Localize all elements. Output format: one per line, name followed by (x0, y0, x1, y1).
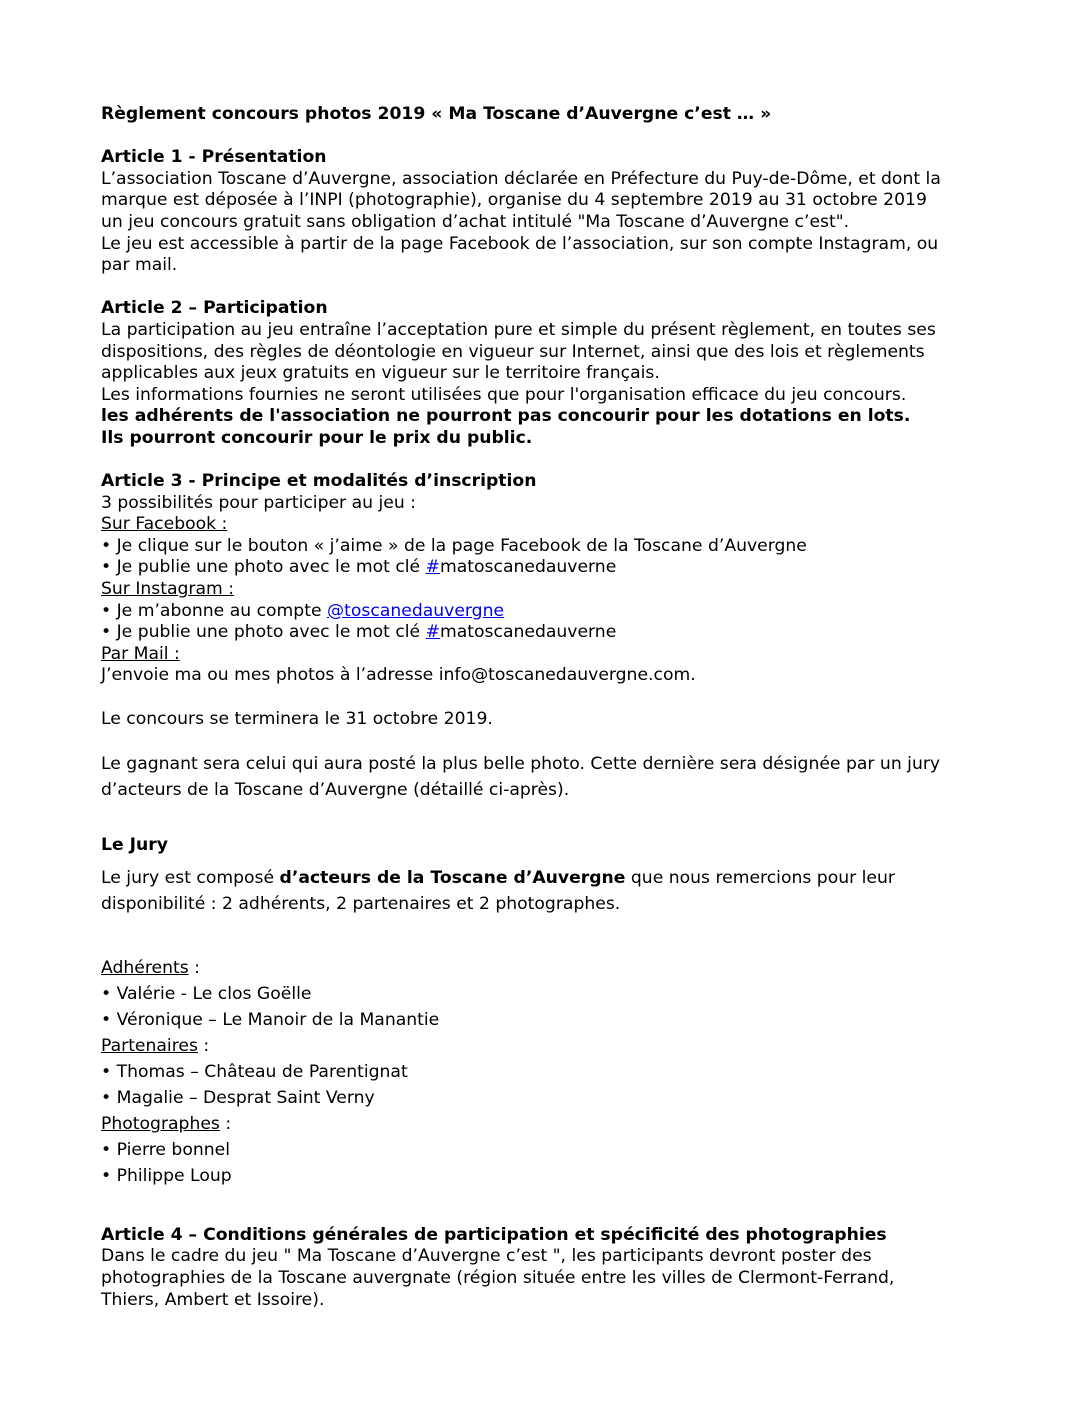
winner-line: d’acteurs de la Toscane d’Auvergne (détaillé ci-après). (101, 780, 570, 801)
contest-end: Le concours se terminera le 31 octobre 2019. (101, 708, 493, 729)
jury-member: • Magalie – Desprat Saint Verny (101, 1087, 375, 1108)
hashtag-link[interactable]: # (425, 557, 441, 578)
facebook-item (101, 557, 1001, 579)
adherents-label: Adhérents (101, 957, 189, 978)
jury-text: Le jury est composé (101, 867, 280, 888)
photographes-label: Photographes (101, 1113, 220, 1134)
article3-heading: Article 3 - Principe et modalités d’inscription (101, 471, 537, 492)
facebook-item: • Je clique sur le bouton « j’aime » de la page Facebook de la Toscane d’Auvergne (101, 535, 807, 556)
article2-line: Les informations fournies ne seront utilisées que pour l'organisation efficace du jeu concours. (101, 384, 907, 405)
article1-heading: Article 1 - Présentation (101, 147, 327, 168)
jury-member: • Thomas – Château de Parentignat (101, 1061, 408, 1082)
article1-line: Le jeu est accessible à partir de la page Facebook de l’association, sur son compte Instagram, ou (101, 233, 939, 254)
jury-member: • Philippe Loup (101, 1165, 232, 1186)
jury-text: que nous remercions pour leur (625, 867, 895, 888)
instagram-item-text: • Je m’abonne au compte (101, 600, 327, 621)
article4-line: Dans le cadre du jeu " Ma Toscane d’Auvergne c’est ", les participants devront poster des (101, 1246, 872, 1267)
label-colon: : (188, 957, 200, 978)
label-colon: : (219, 1113, 232, 1134)
document-title: Règlement concours photos 2019 « Ma Toscane d’Auvergne c’est … » (101, 104, 772, 124)
article1-line: un jeu concours gratuit sans obligation d’achat intitulé "Ma Toscane d’Auvergne c’est". (101, 211, 850, 232)
mail-item: J’envoie ma ou mes photos à l’adresse info@toscanedauvergne.com. (101, 665, 696, 686)
article2-line: La participation au jeu entraîne l’acceptation pure et simple du présent règlement, en toutes ses (101, 319, 936, 340)
partenaires-label-line (101, 1033, 1001, 1059)
instagram-account-link[interactable]: @toscanedauvergne (326, 600, 505, 621)
facebook-item-text: • Je publie une photo avec le mot clé (101, 557, 426, 578)
winner-line: Le gagnant sera celui qui aura posté la plus belle photo. Cette dernière sera désignée par un jury (101, 754, 941, 775)
mail-label: Par Mail : (101, 643, 180, 664)
jury-member: • Valérie - Le clos Goëlle (101, 983, 312, 1004)
jury-bold-text: d’acteurs de la Toscane d’Auvergne (279, 867, 626, 888)
article2-line: applicables aux jeux gratuits en vigueur sur le territoire français. (101, 363, 660, 384)
jury-member: • Véronique – Le Manoir de la Manantie (101, 1009, 440, 1030)
article1-line: L’association Toscane d’Auvergne, association déclarée en Préfecture du Puy-de-Dôme, et dont la (101, 168, 941, 189)
hashtag-text: matoscanedauverne (440, 557, 617, 578)
label-colon: : (197, 1035, 210, 1056)
instagram-item (101, 601, 1001, 623)
article1-line: par mail. (101, 255, 178, 276)
hashtag-text: matoscanedauverne (440, 622, 617, 643)
facebook-label: Sur Facebook : (101, 514, 228, 535)
article2-bold-line: Ils pourront concourir pour le prix du public. (101, 427, 533, 448)
adherents-label-line (101, 955, 1001, 981)
instagram-item-text: • Je publie une photo avec le mot clé (101, 622, 426, 643)
jury-heading: Le Jury (101, 835, 168, 856)
article4-line: photographies de la Toscane auvergnate (région située entre les villes de Clermont-Ferrand, (101, 1268, 895, 1288)
article2-bold-line: les adhérents de l'association ne pourront pas concourir pour les dotations en lots. (101, 406, 911, 427)
partenaires-label: Partenaires (101, 1035, 198, 1056)
instagram-label: Sur Instagram : (101, 579, 235, 600)
article3-intro: 3 possibilités pour participer au jeu : (101, 492, 416, 513)
jury-member: • Pierre bonnel (101, 1139, 230, 1160)
article1-line: marque est déposée à l’INPI (photographie), organise du 4 septembre 2019 au 31 octobre 2019 (101, 190, 927, 211)
article4-line: Thiers, Ambert et Issoire). (101, 1289, 325, 1310)
article2-line: dispositions, des règles de déontologie en vigueur sur Internet, ainsi que des lois et règlements (101, 341, 925, 362)
document-page (101, 104, 1001, 1311)
hashtag-link[interactable]: # (425, 622, 441, 643)
jury-line: disponibilité : 2 adhérents, 2 partenaires et 2 photographes. (101, 893, 621, 914)
photographes-label-line (101, 1111, 1001, 1137)
jury-line (101, 865, 1001, 891)
instagram-item (101, 622, 1001, 644)
article4-heading: Article 4 – Conditions générales de participation et spécificité des photographies (101, 1224, 887, 1245)
article2-heading: Article 2 – Participation (101, 298, 328, 319)
